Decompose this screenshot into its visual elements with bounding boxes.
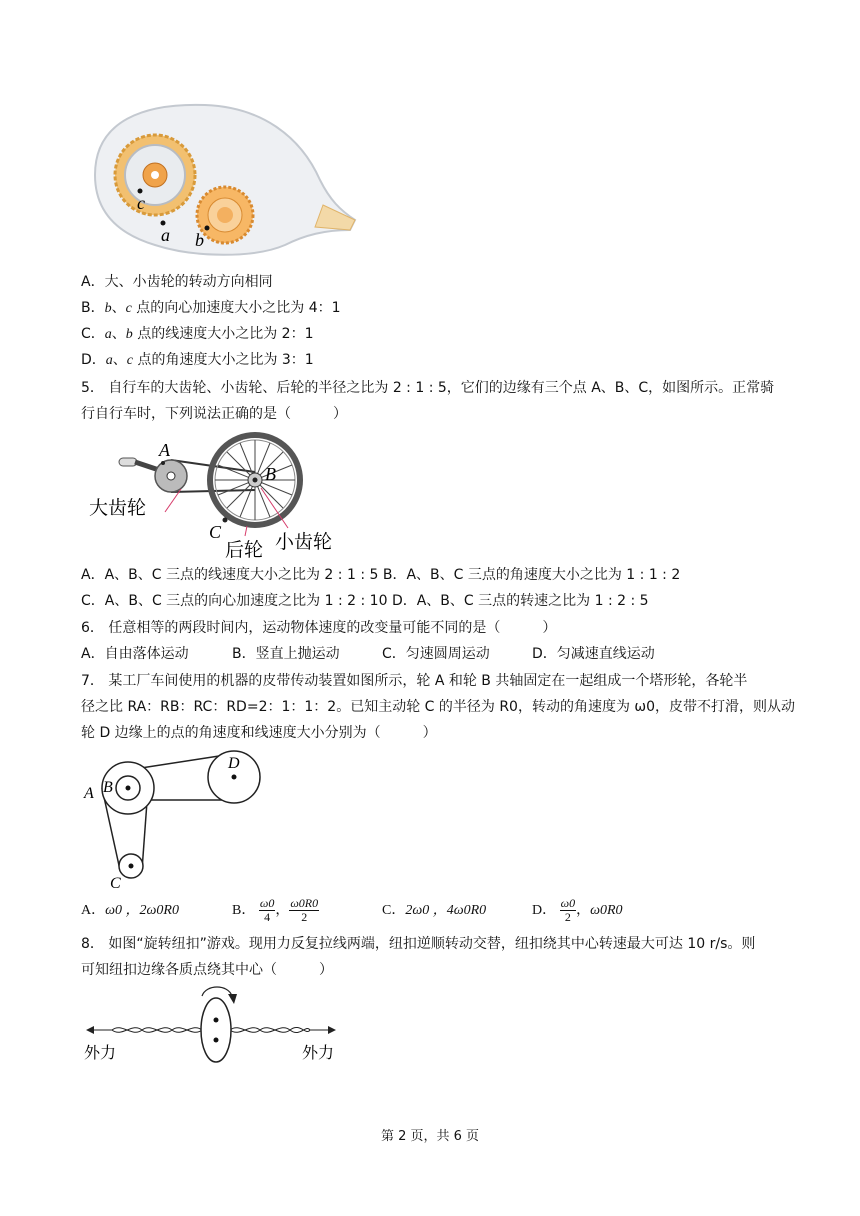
q4-label-a: a xyxy=(161,225,170,245)
q5-label-small-gear: 小齿轮 xyxy=(275,531,333,553)
q4-gear-figure xyxy=(85,95,360,260)
q4-option-d: D．a、c 点的角速度大小之比为 3：1 xyxy=(81,352,314,368)
page-footer: 第 2 页，共 6 页 xyxy=(380,1129,480,1144)
q4-option-a: A．大、小齿轮的转动方向相同 xyxy=(81,274,273,290)
q7-stem-line2: 径之比 RA：RB：RC：RD=2：1：1：2。已知主动轮 C 的半径为 R0，转动的角速度为 ω0，皮带不打滑，则从动 xyxy=(81,699,796,715)
q5-stem-line2: 行自行车时，下列说法正确的是（ ） xyxy=(81,406,347,422)
q4-label-c: c xyxy=(137,193,145,213)
q5-label-b: B xyxy=(265,464,276,484)
q7-belt-figure xyxy=(82,748,272,893)
q5-stem-line1: 5． 自行车的大齿轮、小齿轮、后轮的半径之比为 2 : 1 : 5，它们的边缘有三个点 A、B、C，如图所示。正常骑 xyxy=(81,380,775,396)
q6-option-a: A．自由落体运动 xyxy=(81,646,189,662)
q6-option-d: D．匀减速直线运动 xyxy=(532,646,655,662)
q7-label-b: B xyxy=(103,779,113,796)
q4-label-b: b xyxy=(195,230,204,250)
q5-options-line1: A．A、B、C 三点的线速度大小之比为 2 : 1 : 5 B．A、B、C 三点的角速度大小之比为 1 : 1 : 2 xyxy=(81,567,681,583)
q7-option-a: A．ω0 ，2ω0R0 xyxy=(81,903,179,918)
q7-stem-line3: 轮 D 边缘上的点的角速度和线速度大小分别为（ ） xyxy=(81,725,437,741)
q7-label-c: C xyxy=(110,875,121,892)
q8-label-left-force: 外力 xyxy=(84,1043,117,1062)
q6-option-c: C．匀速圆周运动 xyxy=(382,646,490,662)
q5-label-c: C xyxy=(209,522,222,542)
q5-label-big-gear: 大齿轮 xyxy=(89,497,147,519)
q5-label-a: A xyxy=(159,440,170,460)
q7-option-d: D． $\frac{\omega 0}{2}$ ，ω0R0 xyxy=(532,896,623,925)
q7-stem-line1: 7． 某工厂车间使用的机器的皮带传动装置如图所示，轮 A 和轮 B 共轴固定在一起组成一个塔形轮，各轮半 xyxy=(81,673,748,689)
q8-stem-line1: 8． 如图“旋转纽扣”游戏。现用力反复拉线两端，纽扣逆顺转动交替，纽扣绕其中心转速最大可达 10 r/s。则 xyxy=(81,936,756,952)
q5-options-line2: C．A、B、C 三点的向心加速度之比为 1 : 2 : 10 D．A、B、C 三点的转速之比为 1 : 2 : 5 xyxy=(81,593,649,609)
q5-bicycle-figure xyxy=(85,432,345,560)
q7-option-c: C．2ω0 ，4ω0R0 xyxy=(382,903,487,918)
q8-stem-line2: 可知纽扣边缘各质点绕其中心（ ） xyxy=(81,962,333,978)
q7-option-b: B． $\frac{\omega 0}{4}$ ， $\frac{\omega 0R0}{2}$ xyxy=(232,896,319,925)
q4-option-b: B．b、c 点的向心加速度大小之比为 4：1 xyxy=(81,300,341,316)
q6-option-b: B．竖直上抛运动 xyxy=(232,646,340,662)
q7-label-a: A xyxy=(84,785,94,802)
q7-label-d: D xyxy=(228,755,240,772)
q5-label-rear-wheel: 后轮 xyxy=(225,539,264,560)
q8-button-figure xyxy=(82,982,342,1064)
q8-label-right-force: 外力 xyxy=(302,1043,335,1062)
q4-option-c: C．a、b 点的线速度大小之比为 2：1 xyxy=(81,326,314,342)
q6-stem: 6． 任意相等的两段时间内，运动物体速度的改变量可能不同的是（ ） xyxy=(81,620,557,636)
